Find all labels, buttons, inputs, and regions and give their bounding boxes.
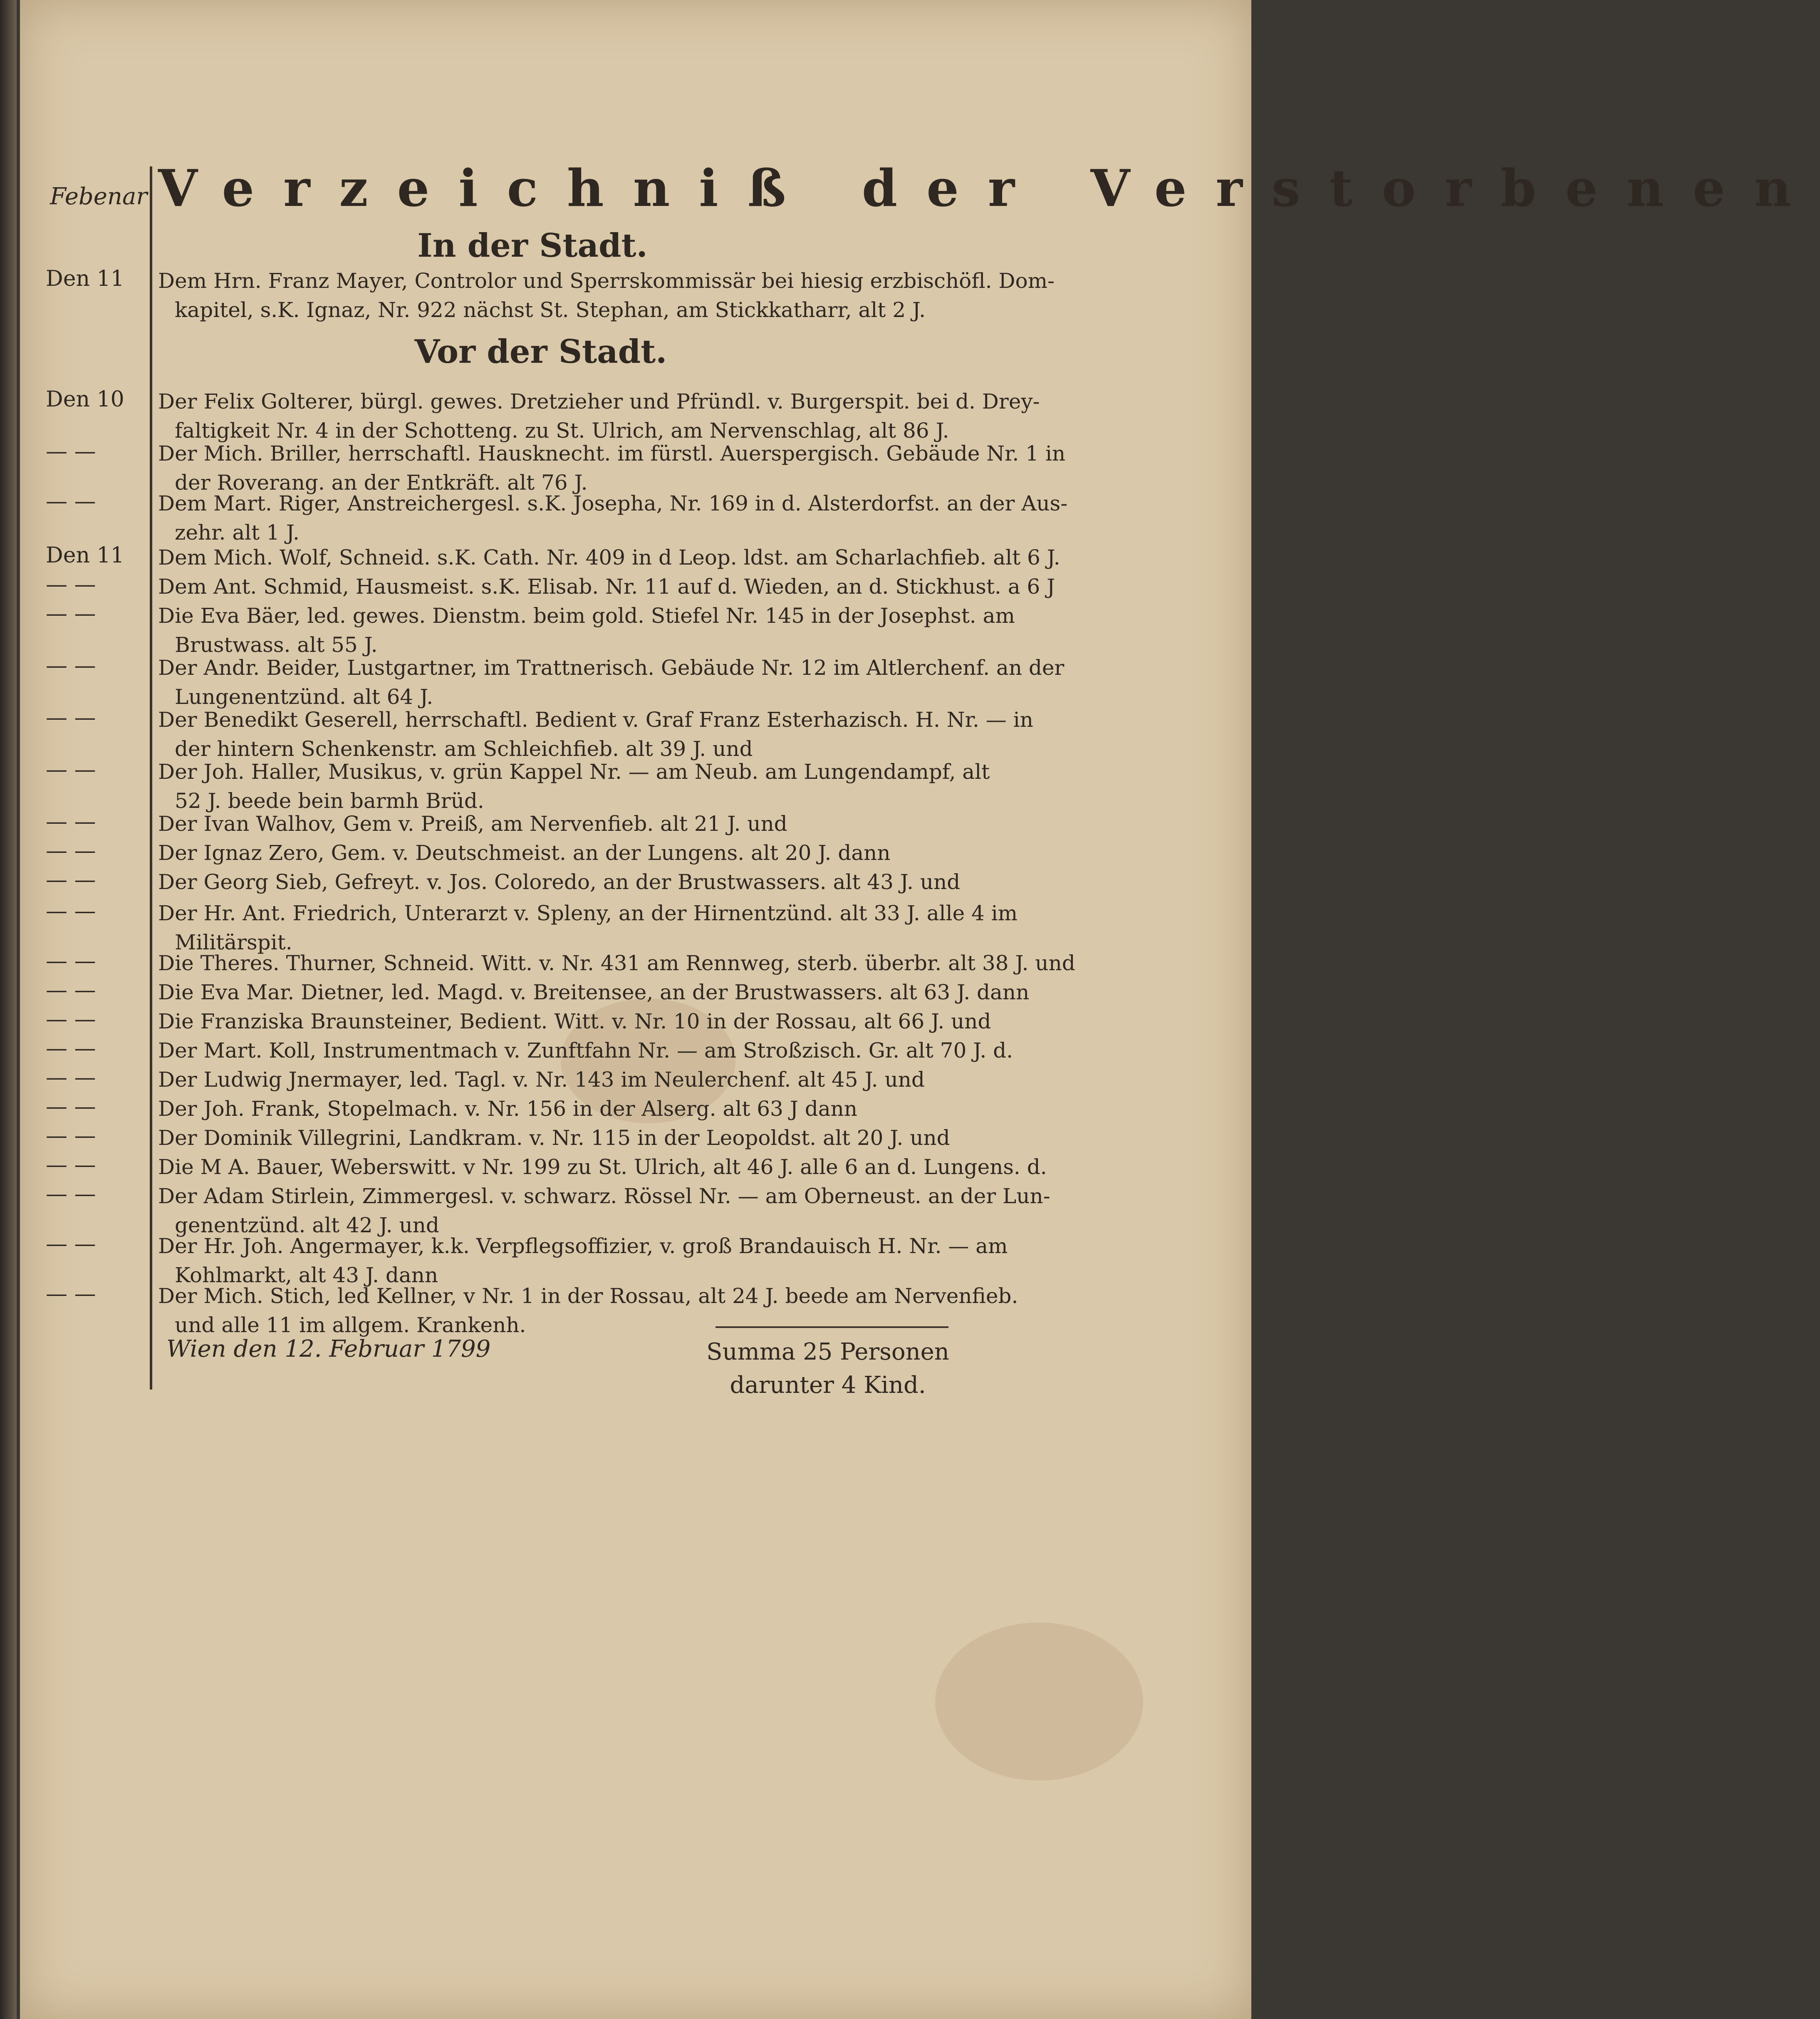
entry-line-1: Der Hr. Joh. Angermayer, k.k. Verpflegsoffizier, v. groß Brandauisch H. Nr. — am [158, 1234, 1008, 1258]
entry-line-2: der Roverang. an der Entkräft. alt 76 J. [175, 471, 588, 495]
entry-row [158, 1281, 1177, 1340]
place-date: Wien den 12. Februar 1799 [166, 1335, 491, 1363]
entry-row [158, 266, 1177, 325]
summa-children: darunter 4 Kind. [730, 1372, 926, 1399]
entry-row [158, 1123, 1177, 1152]
entry-row [158, 1094, 1177, 1123]
entry-line-1: Der Mich. Briller, herrschaftl. Hausknecht. im fürstl. Auerspergisch. Gebäude Nr. 1 in [158, 441, 1066, 466]
summa-rule [716, 1326, 948, 1328]
entry-row [158, 1007, 1177, 1036]
entry-line-2: genentzünd. alt 42 J. und [175, 1213, 439, 1237]
entry-line-1: Der Joh. Haller, Musikus, v. grün Kappel Nr. — am Neub. am Lungendampf, alt [158, 760, 990, 784]
entry-row [158, 838, 1177, 867]
entry-line-1: Der Ludwig Jnermayer, led. Tagl. v. Nr. 143 im Neulerchenf. alt 45 J. und [158, 1068, 925, 1092]
entry-line-2: Brustwass. alt 55 J. [175, 633, 378, 657]
entry-date: Den 10 [46, 387, 124, 412]
entry-line-1: Der Benedikt Geserell, herrschaftl. Bedient v. Graf Franz Esterhazisch. H. Nr. — in [158, 708, 1033, 732]
summa-block [703, 1335, 953, 1402]
entry-line-1: Der Georg Sieb, Gefreyt. v. Jos. Coloredo, an der Brustwassers. alt 43 J. und [158, 870, 961, 894]
entry-line-1: Die Eva Bäer, led. gewes. Dienstm. beim gold. Stiefel Nr. 145 in der Josephst. am [158, 604, 1015, 628]
entry-row [158, 1231, 1177, 1290]
entry-line-1: Dem Hrn. Franz Mayer, Controlor und Sperrskommissär bei hiesig erzbischöfl. Dom- [158, 269, 1055, 293]
entry-line-2: 52 J. beede bein barmh Brüd. [175, 789, 484, 813]
margin-month: Febenar [50, 183, 148, 210]
entry-line-2: kapitel, s.K. Ignaz, Nr. 922 nächst St. Stephan, am Stickkatharr, alt 2 J. [175, 298, 926, 322]
entry-line-2: der hintern Schenkenstr. am Schleichfieb. alt 39 J. und [175, 737, 753, 761]
entry-date: — — [46, 1231, 96, 1256]
entry-row [158, 489, 1177, 547]
entry-date: — — [46, 899, 96, 924]
summa-total: Summa 25 Personen [706, 1338, 949, 1365]
entry-date: — — [46, 1123, 96, 1148]
entry-row [158, 899, 1177, 957]
entry-line-1: Der Andr. Beider, Lustgartner, im Trattnerisch. Gebäude Nr. 12 im Altlerchenf. an der [158, 656, 1065, 680]
entry-date: — — [46, 439, 96, 464]
entry-row [158, 757, 1177, 815]
entry-line-2: Lungenentzünd. alt 64 J. [175, 685, 433, 709]
entry-line-1: Dem Ant. Schmid, Hausmeist. s.K. Elisab. Nr. 11 auf d. Wieden, an d. Stickhust. a 6 J [158, 575, 1055, 599]
entry-date: Den 11 [46, 543, 124, 568]
entry-date: — — [46, 757, 96, 782]
entry-date: — — [46, 601, 96, 626]
entry-date: — — [46, 653, 96, 678]
book-spine [0, 0, 17, 2019]
entry-date: Den 11 [46, 266, 124, 291]
entry-row [158, 653, 1177, 711]
page-title: Verzeichniß der Verstorbenen [158, 158, 1820, 218]
entry-date: — — [46, 809, 96, 834]
entry-row [158, 809, 1177, 838]
entry-date: — — [46, 489, 96, 514]
entry-line-2: Militärspit. [175, 930, 292, 954]
entry-line-2: zehr. alt 1 J. [175, 520, 300, 545]
entry-row [158, 705, 1177, 763]
entry-line-1: Die Franziska Braunsteiner, Bedient. Witt. v. Nr. 10 in der Rossau, alt 66 J. und [158, 1009, 991, 1033]
subhead-outside-city: Vor der Stadt. [414, 333, 667, 371]
entry-date: — — [46, 1007, 96, 1032]
entry-row [158, 439, 1177, 497]
entry-date: — — [46, 1152, 96, 1177]
entry-line-1: Der Mich. Stich, led Kellner, v Nr. 1 in der Rossau, alt 24 J. beede am Nervenfieb. [158, 1284, 1018, 1308]
entry-date: — — [46, 572, 96, 597]
entry-line-2: und alle 11 im allgem. Krankenh. [175, 1313, 526, 1337]
entry-line-1: Die M A. Bauer, Weberswitt. v Nr. 199 zu St. Ulrich, alt 46 J. alle 6 an d. Lungens. d. [158, 1155, 1047, 1179]
entry-line-1: Die Eva Mar. Dietner, led. Magd. v. Breitensee, an der Brustwassers. alt 63 J. dann [158, 980, 1030, 1004]
entry-row [158, 949, 1177, 978]
entry-row [158, 543, 1177, 572]
entry-date: — — [46, 1036, 96, 1061]
entry-line-2: faltigkeit Nr. 4 in der Schotteng. zu St. Ulrich, am Nervenschlag, alt 86 J. [175, 419, 949, 443]
entry-line-1: Der Joh. Frank, Stopelmach. v. Nr. 156 in der Alserg. alt 63 J dann [158, 1097, 857, 1121]
entry-line-1: Der Felix Golterer, bürgl. gewes. Dretzieher und Pfründl. v. Burgerspit. bei d. Drey- [158, 389, 1040, 414]
entry-date: — — [46, 949, 96, 974]
entry-line-1: Der Dominik Villegrini, Landkram. v. Nr. 115 in der Leopoldst. alt 20 J. und [158, 1126, 950, 1150]
entry-date: — — [46, 705, 96, 730]
entry-date: — — [46, 978, 96, 1003]
entry-date: — — [46, 1094, 96, 1119]
subhead-in-city: In der Stadt. [417, 227, 648, 265]
entry-row [158, 1065, 1177, 1094]
entry-row [158, 1036, 1177, 1065]
entry-line-1: Der Ivan Walhov, Gem v. Preiß, am Nervenfieb. alt 21 J. und [158, 812, 787, 836]
entry-row [158, 387, 1177, 445]
entry-row [158, 572, 1177, 601]
entry-line-1: Dem Mart. Riger, Anstreichergesl. s.K. Josepha, Nr. 169 in d. Alsterdorfst. an der Aus- [158, 491, 1068, 515]
entry-date: — — [46, 838, 96, 863]
entry-line-1: Die Theres. Thurner, Schneid. Witt. v. Nr. 431 am Rennweg, sterb. überbr. alt 38 J. und [158, 951, 1075, 975]
entry-date: — — [46, 1182, 96, 1206]
entry-row [158, 978, 1177, 1007]
entry-line-1: Der Hr. Ant. Friedrich, Unterarzt v. Spleny, an der Hirnentzünd. alt 33 J. alle 4 im [158, 901, 1018, 925]
entry-date: — — [46, 1281, 96, 1306]
entry-row [158, 867, 1177, 897]
paper-stain [935, 1623, 1143, 1781]
entry-date: — — [46, 867, 96, 892]
entry-line-2: Kohlmarkt, alt 43 J. dann [175, 1263, 438, 1287]
entry-line-1: Der Adam Stirlein, Zimmergesl. v. schwarz. Rössel Nr. — am Oberneust. an der Lun- [158, 1184, 1050, 1208]
entry-date: — — [46, 1065, 96, 1090]
entry-row [158, 1152, 1177, 1182]
entry-line-1: Der Mart. Koll, Instrumentmach v. Zunftfahn Nr. — am Stroßzisch. Gr. alt 70 J. d. [158, 1038, 1013, 1063]
entry-row [158, 601, 1177, 659]
entry-line-1: Der Ignaz Zero, Gem. v. Deutschmeist. an der Lungens. alt 20 J. dann [158, 841, 891, 865]
entry-line-1: Dem Mich. Wolf, Schneid. s.K. Cath. Nr. 409 in d Leop. ldst. am Scharlachfieb. alt 6 J. [158, 545, 1060, 570]
entry-row [158, 1182, 1177, 1240]
